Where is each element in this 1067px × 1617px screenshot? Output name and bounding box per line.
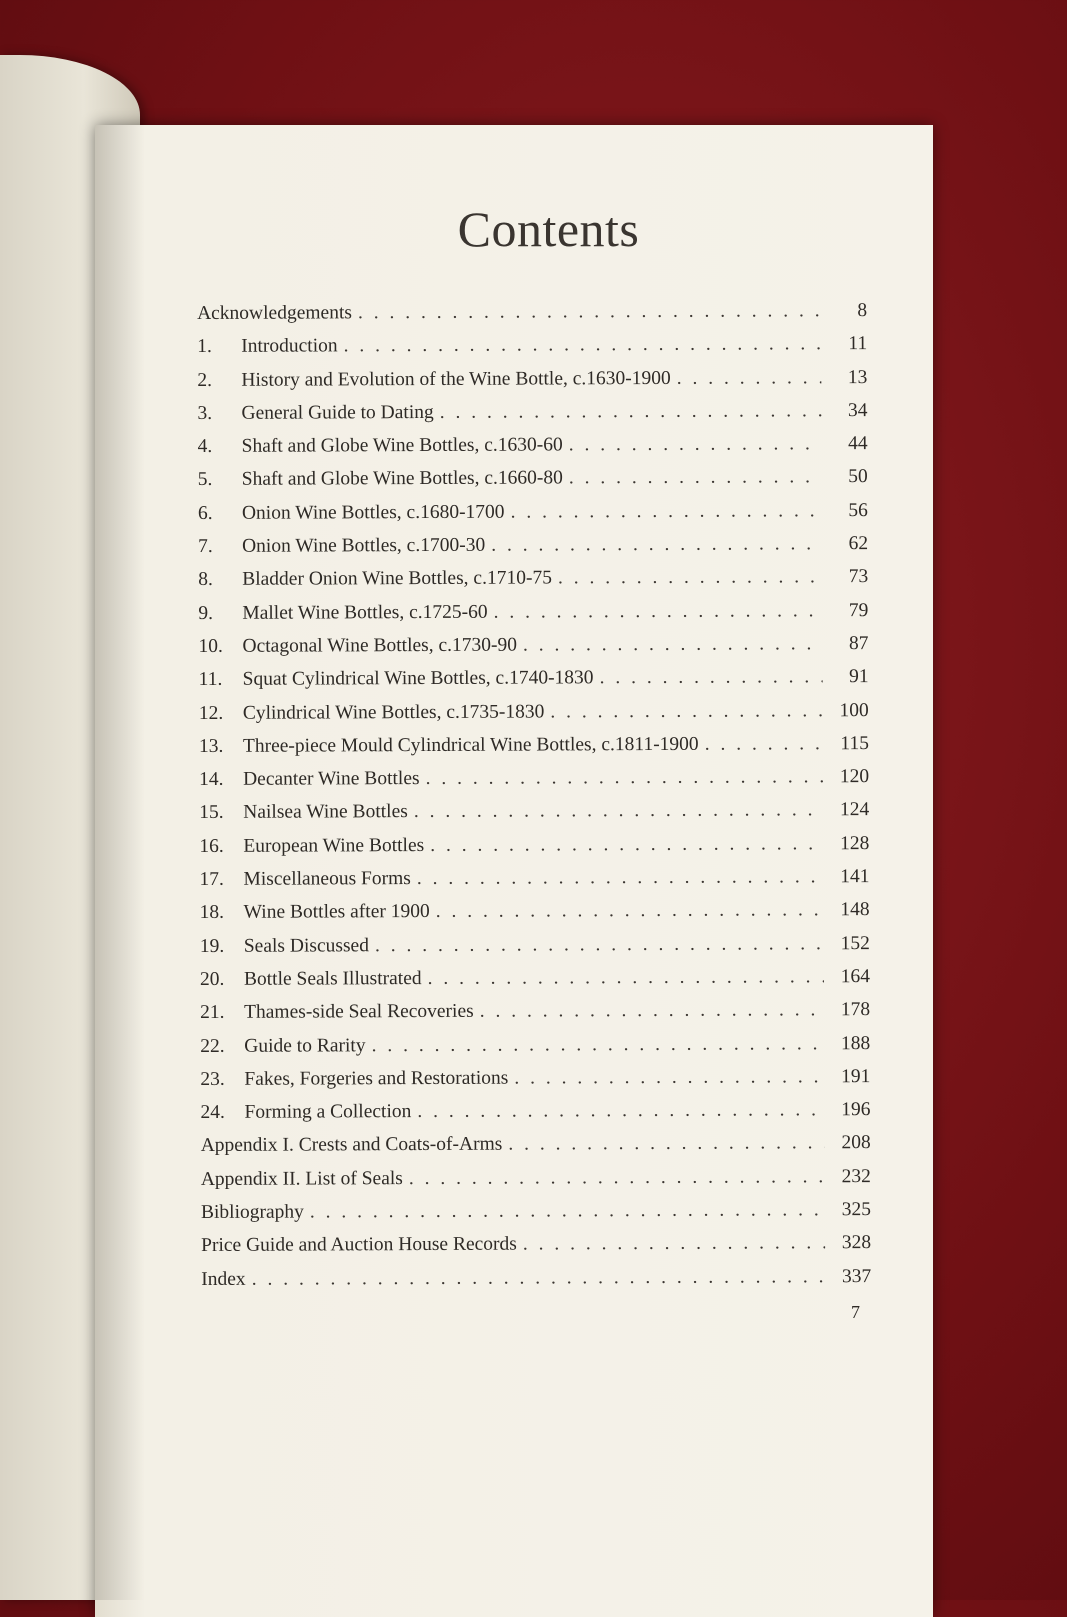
toc-entry	[198, 467, 868, 503]
entry-title: Bottle Seals Illustrated	[243, 967, 422, 990]
entry-title: Onion Wine Bottles, c.1680-1700	[241, 501, 505, 524]
toc-entry	[199, 666, 869, 702]
dot-leader	[409, 1166, 825, 1190]
entry-title: Decanter Wine Bottles	[243, 768, 420, 790]
toc-entry	[201, 1266, 871, 1302]
entry-title: European Wine Bottles	[243, 834, 425, 857]
toc-entry	[201, 1232, 871, 1268]
entry-title: History and Evolution of the Wine Bottle, c.1630-1900	[241, 367, 671, 391]
entry-number: 5.	[197, 469, 213, 491]
dot-leader	[600, 667, 823, 690]
dot-leader	[523, 1233, 825, 1256]
dot-leader	[372, 1033, 825, 1057]
dot-leader	[310, 1199, 825, 1223]
entry-title: Onion Wine Bottles, c.1700-30	[242, 534, 486, 557]
entry-page-number: 44	[848, 433, 868, 455]
entry-title: Seals Discussed	[243, 934, 369, 957]
entry-page-number: 196	[841, 1099, 871, 1121]
dot-leader	[569, 467, 822, 490]
toc-entry	[201, 1166, 871, 1202]
dot-leader	[558, 567, 822, 590]
toc-entry	[200, 966, 870, 1002]
dot-leader	[414, 800, 824, 824]
entry-page-number: 34	[847, 399, 868, 422]
entry-title: Price Guide and Auction House Records	[201, 1233, 517, 1257]
dot-leader	[491, 533, 822, 556]
toc-entry	[200, 999, 870, 1035]
entry-title: Squat Cylindrical Wine Bottles, c.1740-1830	[242, 667, 594, 691]
entry-number: 15.	[199, 802, 224, 824]
toc-entry	[200, 1099, 870, 1135]
toc-entry	[197, 300, 867, 336]
entry-number: 2.	[197, 369, 213, 391]
entry-title: Shaft and Globe Wine Bottles, c.1630-60	[241, 434, 563, 457]
entry-number: 12.	[198, 702, 224, 724]
entry-title: Miscellaneous Forms	[243, 868, 411, 890]
entry-title: Fakes, Forgeries and Restorations	[244, 1067, 509, 1090]
entry-page-number: 141	[840, 866, 870, 888]
dot-leader	[358, 300, 821, 324]
entry-page-number: 337	[841, 1265, 872, 1287]
toc-entry	[199, 700, 869, 736]
entry-page-number: 232	[841, 1165, 871, 1187]
entry-title: Introduction	[241, 335, 338, 358]
entry-title: Cylindrical Wine Bottles, c.1735-1830	[242, 701, 545, 724]
toc-entry	[197, 333, 867, 369]
entry-page-number: 115	[840, 732, 869, 755]
entry-number: 9.	[198, 602, 214, 624]
entry-page-number: 178	[840, 999, 871, 1021]
entry-number: 17.	[199, 868, 224, 891]
toc-entry	[199, 800, 869, 836]
page-title: Contents	[457, 201, 640, 257]
entry-page-number: 191	[841, 1065, 871, 1088]
toc-entry	[200, 1066, 870, 1102]
toc-entry	[198, 633, 868, 669]
dot-leader	[510, 500, 821, 523]
entry-page-number: 79	[848, 599, 869, 621]
entry-title: Appendix I. Crests and Coats-of-Arms	[200, 1134, 503, 1157]
dot-leader	[417, 1099, 824, 1123]
entry-page-number: 164	[840, 966, 870, 988]
toc-entry	[200, 933, 870, 969]
toc-entry	[197, 400, 867, 436]
entry-number: 23.	[200, 1068, 225, 1090]
entry-number: 20.	[199, 968, 225, 990]
entry-page-number: 208	[841, 1132, 871, 1154]
dot-leader	[514, 1066, 824, 1089]
entry-title: Bladder Onion Wine Bottles, c.1710-75	[242, 567, 552, 591]
entry-number: 11.	[198, 669, 223, 691]
entry-page-number: 62	[848, 533, 869, 555]
entry-number: 13.	[198, 735, 224, 757]
entry-page-number: 56	[848, 499, 868, 521]
toc-entry	[198, 433, 868, 469]
entry-number: 4.	[197, 436, 213, 458]
dot-leader	[417, 866, 824, 890]
entry-title: Bibliography	[200, 1201, 304, 1224]
entry-number: 6.	[197, 502, 213, 524]
dot-leader	[494, 600, 823, 623]
entry-number: 1.	[197, 336, 212, 358]
dot-leader	[436, 900, 824, 924]
dot-leader	[440, 400, 822, 424]
entry-number: 8.	[198, 569, 213, 591]
dot-leader	[344, 334, 822, 358]
entry-title: Mallet Wine Bottles, c.1725-60	[242, 601, 488, 624]
toc-entry	[199, 866, 869, 902]
entry-page-number: 120	[839, 766, 870, 788]
page-number: 7	[851, 1302, 860, 1322]
toc-entry	[198, 600, 868, 636]
toc-entry	[201, 1199, 871, 1235]
dot-leader	[252, 1266, 826, 1291]
toc-entry	[199, 833, 869, 869]
toc-entry	[198, 566, 868, 602]
entry-page-number: 325	[841, 1199, 872, 1221]
entry-number: 10.	[198, 635, 223, 657]
entry-title: Acknowledgements	[197, 302, 352, 324]
dot-leader	[428, 966, 824, 990]
toc-entry	[198, 500, 868, 536]
toc-entry	[199, 733, 869, 769]
dot-leader	[523, 633, 823, 656]
entry-title: Appendix II. List of Seals	[200, 1167, 403, 1190]
entry-title: Nailsea Wine Bottles	[243, 801, 408, 824]
entry-title: Forming a Collection	[244, 1101, 412, 1123]
entry-page-number: 124	[839, 799, 870, 821]
entry-title: Guide to Rarity	[244, 1034, 366, 1057]
entry-page-number: 100	[839, 699, 869, 721]
toc-entry	[200, 899, 870, 935]
dot-leader	[569, 433, 822, 456]
entry-page-number: 87	[848, 633, 869, 655]
toc-entry	[199, 766, 869, 802]
entry-page-number: 8	[857, 300, 868, 322]
entry-number: 18.	[199, 902, 225, 924]
entry-page-number: 148	[840, 899, 870, 921]
table-of-contents	[197, 300, 871, 1302]
entry-page-number: 328	[841, 1232, 872, 1254]
dot-leader	[508, 1133, 824, 1156]
entry-number: 24.	[200, 1102, 225, 1124]
entry-number: 3.	[197, 402, 213, 424]
dot-leader	[705, 733, 823, 756]
entry-number: 21.	[200, 1002, 225, 1024]
entry-number: 16.	[199, 835, 224, 857]
toc-entry	[197, 367, 867, 403]
entry-page-number: 152	[840, 932, 870, 954]
entry-page-number: 73	[848, 566, 869, 588]
dot-leader	[480, 1000, 824, 1024]
dot-leader	[430, 833, 823, 857]
dot-leader	[550, 700, 822, 723]
dot-leader	[677, 367, 822, 390]
entry-title: Octagonal Wine Bottles, c.1730-90	[242, 634, 518, 657]
entry-number: 14.	[199, 769, 224, 791]
entry-page-number: 50	[848, 466, 868, 488]
dot-leader	[375, 933, 824, 957]
toc-entry	[201, 1132, 871, 1168]
entry-title: Index	[201, 1268, 246, 1290]
entry-page-number: 13	[847, 366, 868, 388]
toc-entry	[198, 533, 868, 569]
dot-leader	[426, 766, 824, 790]
entry-title: Three-piece Mould Cylindrical Wine Bottles, c.1811-1900	[242, 733, 699, 757]
entry-page-number: 11	[848, 333, 868, 355]
entry-page-number: 91	[849, 666, 869, 688]
entry-title: General Guide to Dating	[241, 401, 434, 424]
entry-title: Wine Bottles after 1900	[243, 901, 430, 924]
entry-number: 7.	[198, 536, 213, 558]
entry-page-number: 128	[840, 832, 870, 854]
toc-entry	[200, 1033, 870, 1069]
entry-title: Thames-side Seal Recoveries	[244, 1001, 474, 1024]
entry-title: Shaft and Globe Wine Bottles, c.1660-80	[241, 467, 563, 491]
entry-number: 22.	[200, 1035, 225, 1057]
entry-page-number: 188	[840, 1032, 871, 1054]
entry-number: 19.	[199, 935, 225, 957]
